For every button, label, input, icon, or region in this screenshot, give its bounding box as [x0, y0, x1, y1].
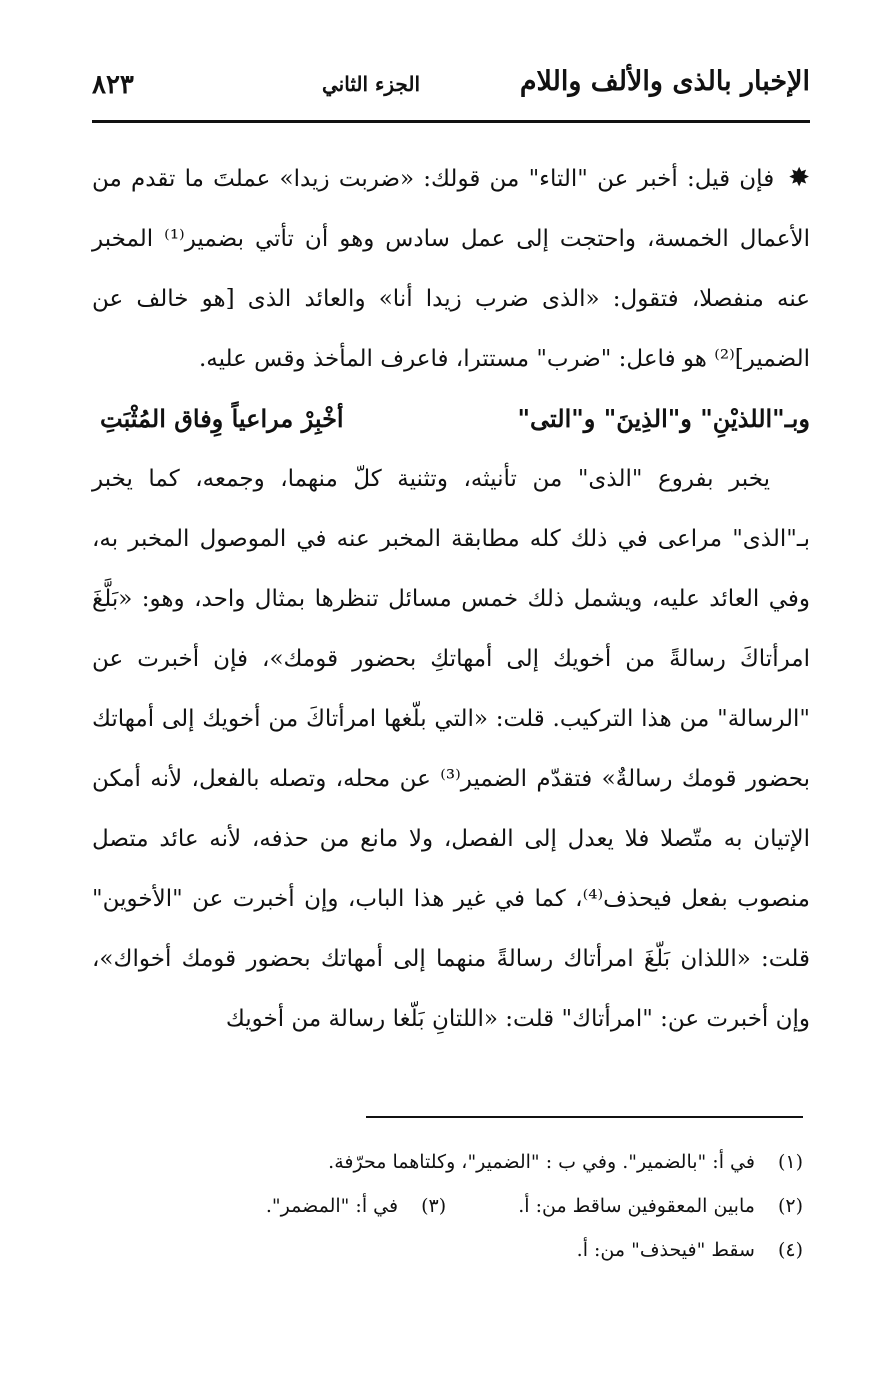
- page-header: [92, 62, 810, 110]
- verse-first-hemistich: وبـ"اللذيْنِ" و"الذِينَ" و"التى": [517, 404, 810, 433]
- paragraph-1: [92, 148, 810, 389]
- footnote-divider: [366, 1116, 803, 1118]
- footnote-text: مابين المعقوفين ساقط من: أ.: [518, 1195, 755, 1217]
- poem-verse: [92, 389, 810, 449]
- volume-label: الجزء الثاني: [322, 72, 420, 96]
- footnote-text: سقط "فيحذف" من: أ.: [576, 1239, 755, 1261]
- paragraph-1-text: فإن قيل: أخبر عن "التاء" من قولك: «ضربت زيدا» عملتَ ما تقدم من الأعمال الخمسة، واحتجت إلى عمل سادس وهو أن تأتي بضمير⁽¹⁾ المخبر عنه منفصلا، فتقول: «الذى ضرب زيدا أنا» والعائد الذى [هو خالف عن الضمير]⁽²⁾ هو فاعل: "ضرب" مستترا، فاعرف المأخذ وقس عليه.: [92, 166, 810, 372]
- main-text: [92, 148, 810, 1049]
- paragraph-2: [92, 449, 810, 1049]
- header-divider: [92, 120, 810, 123]
- footnote-number: (٤): [777, 1239, 803, 1261]
- footnote-number: (١): [777, 1151, 803, 1173]
- paragraph-2-text: يخبر بفروع "الذى" من تأنيثه، وتثنية كلّ منهما، وجمعه، كما يخبر بـ"الذى" مراعى في ذلك كله مطابقة المخبر عنه في الموصول المخبر به، وفي العائد عليه، ويشمل ذلك خمس مسائل تنظرها بمثال واحد، وهو: «بَلَّغَ امرأتاكَ رسالةً من أخويك إلى أمهاتكِ بحضور قومك»، فإن أخبرت عن "الرسالة" من هذا التركيب. قلت: «التي بلّغها امرأتاكَ من أخويك إلى أمهاتك بحضور قومك رسالةٌ» فتقدّم الضمير⁽³⁾ عن محله، وتصله بالفعل، لأنه أمكن الإتيان به متّصلا فلا يعدل إلى الفصل، ولا مانع من حذفه، لأنه عائد متصل منصوب بفعل فيحذف⁽⁴⁾، كما في غير هذا الباب، وإن أخبرت عن "الأخوين" قلت: «اللذان بَلّغَ امرأتاك رسالةً منهما إلى أمهاتك بحضور قومك أخواك»، وإن أخبرت عن: "امرأتاك" قلت: «اللتانِ بَلّغا رسالة من أخويك: [92, 466, 810, 1032]
- footnote-number: (٢): [777, 1195, 803, 1217]
- footnote-4: [163, 1228, 803, 1272]
- running-title: الإخبار بالذى والألف واللام: [519, 66, 810, 97]
- verse-second-hemistich: أخْبِرْ مراعياً وِفاق المُثْبَتِ: [100, 404, 344, 433]
- footnote-2: [163, 1184, 803, 1228]
- footnote-text: في أ: "بالضمير". وفي ب : "الضمير"، وكلتاهما محرّفة.: [328, 1151, 755, 1173]
- footnote-1: [163, 1140, 803, 1184]
- footnote-number: (٣): [421, 1195, 447, 1217]
- page-number: ٨٢٣: [92, 70, 134, 100]
- asterisk-icon: ✸: [788, 163, 810, 193]
- footnotes: [163, 1140, 803, 1272]
- footnote-text: في أ: "المضمر".: [265, 1195, 399, 1217]
